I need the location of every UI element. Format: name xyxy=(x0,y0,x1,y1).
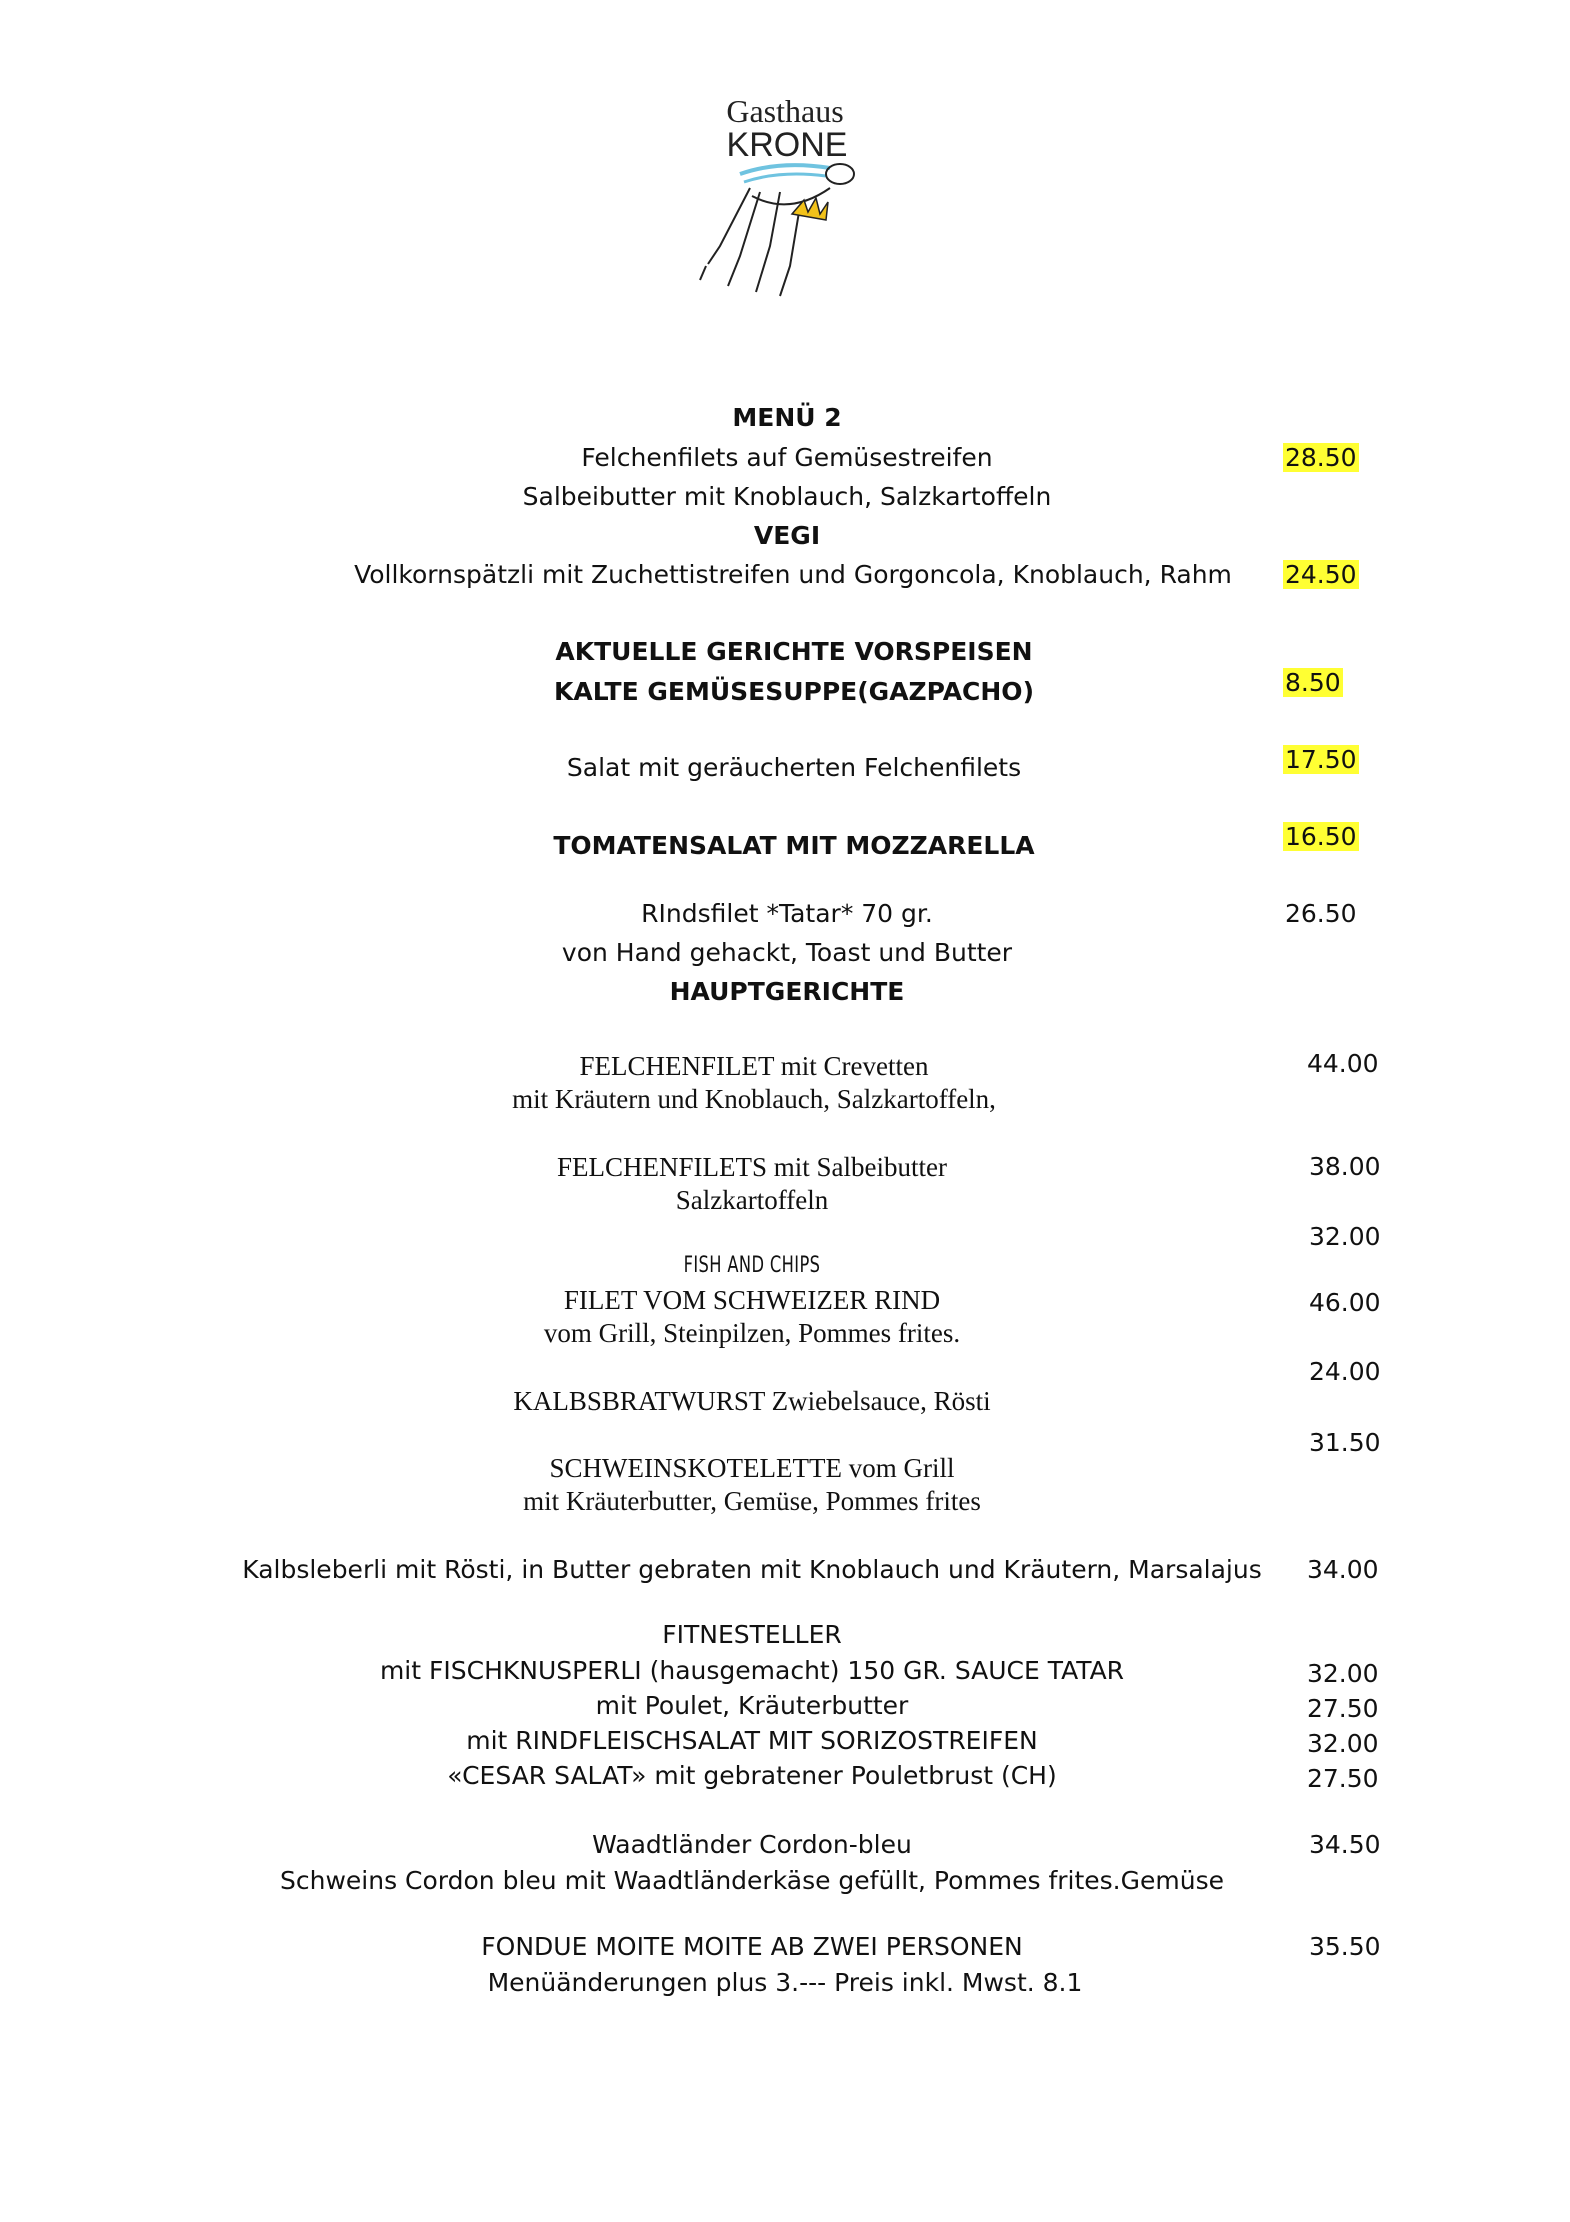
main-item-name: SCHWEINSKOTELETTE vom Grill xyxy=(549,1453,955,1483)
main-item-price: 44.00 xyxy=(1307,1049,1379,1078)
main-item-name: FISH AND CHIPS xyxy=(683,1253,821,1278)
logo-line1: Gasthaus xyxy=(726,96,844,129)
starter-item-name: KALTE GEMÜSESUPPE(GAZPACHO) xyxy=(554,677,1034,706)
starter-item-name: TOMATENSALAT MIT MOZZARELLA xyxy=(553,831,1035,860)
main-item-name: FELCHENFILETS mit Salbeibutter xyxy=(557,1152,947,1182)
main-item-name: FILET VOM SCHWEIZER RIND xyxy=(563,1285,941,1315)
starter-item-price: 17.50 xyxy=(1285,745,1357,774)
main-item-detail: vom Grill, Steinpilzen, Pommes frites. xyxy=(543,1318,961,1348)
fitness-item-price: 32.00 xyxy=(1307,1729,1379,1758)
starters-heading: AKTUELLE GERICHTE VORSPEISEN xyxy=(555,637,1033,666)
logo-line2: KRONE xyxy=(726,126,848,164)
gasthaus-krone-logo xyxy=(680,96,900,306)
cordon-price: 34.50 xyxy=(1309,1830,1381,1859)
fitness-item-name: «CESAR SALAT» mit gebratener Pouletbrust (CH) xyxy=(447,1761,1057,1790)
fitness-item-name: mit FISCHKNUSPERLI (hausgemacht) 150 GR. SAUCE TATAR xyxy=(379,1656,1125,1685)
fitness-item-name: mit Poulet, Kräuterbutter xyxy=(595,1691,909,1720)
footer-note: Menüänderungen plus 3.--- Preis inkl. Mwst. 8.1 xyxy=(487,1968,1083,1997)
vegi-heading: VEGI xyxy=(753,521,821,550)
fitness-item-price: 27.50 xyxy=(1307,1694,1379,1723)
starter-item-price: 16.50 xyxy=(1285,822,1357,851)
main-item-price: 38.00 xyxy=(1309,1152,1381,1181)
fitness-item-price: 32.00 xyxy=(1307,1659,1379,1688)
vegi-price: 24.50 xyxy=(1285,560,1357,589)
main-item-price: 32.00 xyxy=(1309,1222,1381,1251)
starter-item-price: 26.50 xyxy=(1285,899,1357,928)
main-item-price: 24.00 xyxy=(1309,1357,1381,1386)
fitness-item-price: 27.50 xyxy=(1307,1764,1379,1793)
cordon-name: Waadtländer Cordon-bleu xyxy=(592,1830,912,1859)
main-item-detail: Salzkartoffeln xyxy=(675,1185,829,1215)
main-item-price: 46.00 xyxy=(1309,1288,1381,1317)
main-item-name: Kalbsleberli mit Rösti, in Butter gebraten mit Knoblauch und Kräutern, Marsalajus xyxy=(242,1555,1262,1584)
fitness-item-name: mit RINDFLEISCHSALAT MIT SORIZOSTREIFEN xyxy=(466,1726,1038,1755)
main-item-price: 34.00 xyxy=(1307,1555,1379,1584)
main-item-price: 31.50 xyxy=(1309,1428,1381,1457)
menu2-dish-line1: Felchenfilets auf Gemüsestreifen xyxy=(581,443,993,472)
menu2-dish-line2: Salbeibutter mit Knoblauch, Salzkartoffeln xyxy=(522,482,1052,511)
main-item-name: FELCHENFILET mit Crevetten xyxy=(579,1051,929,1081)
menu2-price: 28.50 xyxy=(1285,443,1357,472)
starter-item-price: 8.50 xyxy=(1285,668,1341,697)
vegi-dish: Vollkornspätzli mit Zuchettistreifen und Gorgoncola, Knoblauch, Rahm xyxy=(354,560,1232,589)
main-item-detail: mit Kräutern und Knoblauch, Salzkartoffeln, xyxy=(512,1084,996,1114)
starter-item-name: Salat mit geräucherten Felchenfilets xyxy=(566,753,1022,782)
starter-item-detail: von Hand gehackt, Toast und Butter xyxy=(561,938,1013,967)
main-item-detail: mit Kräuterbutter, Gemüse, Pommes frites xyxy=(523,1486,981,1516)
fondue-price: 35.50 xyxy=(1309,1932,1381,1961)
cordon-detail: Schweins Cordon bleu mit Waadtländerkäse gefüllt, Pommes frites.Gemüse xyxy=(280,1866,1224,1895)
fitness-heading: FITNESTELLER xyxy=(662,1620,842,1649)
starter-item-name: RIndsfilet *Tatar* 70 gr. xyxy=(641,899,933,928)
menu2-heading: MENÜ 2 xyxy=(732,403,842,432)
fondue-name: FONDUE MOITE MOITE AB ZWEI PERSONEN xyxy=(481,1932,1023,1961)
mains-heading: HAUPTGERICHTE xyxy=(669,977,905,1006)
main-item-name: KALBSBRATWURST Zwiebelsauce, Rösti xyxy=(513,1386,991,1416)
